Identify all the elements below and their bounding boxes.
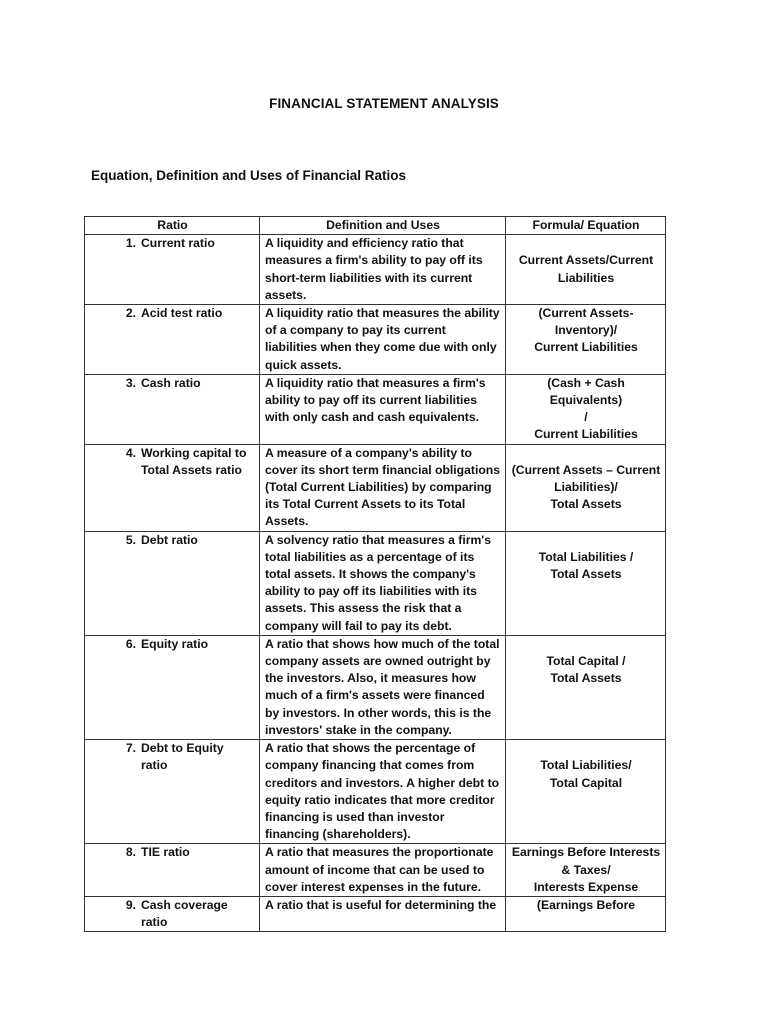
ratio-number: 9. — [125, 897, 136, 912]
ratio-name: Debt ratio — [141, 532, 198, 547]
formula-line: Earnings Before Interests — [511, 845, 661, 860]
formula-line: Total Liabilities/ — [540, 758, 632, 773]
ratio-cell — [85, 235, 260, 305]
ratio-name: TIE ratio — [141, 845, 190, 860]
formula-line: Inventory)/ — [554, 323, 618, 338]
formula-line: Total Assets — [550, 567, 622, 582]
ratio-number: 4. — [125, 445, 136, 460]
formula-line: Current Assets/Current — [518, 253, 654, 268]
formula-line — [511, 636, 661, 653]
ratio-number: 1. — [125, 236, 136, 251]
formula-line: Total Assets — [550, 497, 622, 512]
definition-cell: A liquidity and efficiency ratio that measures a firm's ability to pay off its short-term liabilities with its current assets. — [260, 235, 506, 305]
formula-line: & Taxes/ — [561, 862, 611, 877]
ratio-number: 2. — [125, 306, 136, 321]
formula-line — [511, 740, 661, 757]
formula-line: (Cash + Cash Equivalents) — [547, 375, 625, 408]
formula-line: (Current Assets- — [538, 306, 634, 321]
formula-line: Current Liabilities — [534, 340, 638, 355]
definition-cell: A solvency ratio that measures a firm's total liabilities as a percentage of its total assets. It shows the company's ability to pay off its liabilities with its assets. This assess the risk that a company will fail to pay its debt. — [260, 531, 506, 635]
financial-ratios-table — [84, 216, 666, 932]
table-row — [85, 235, 666, 305]
table-row — [85, 374, 666, 444]
formula-line: / — [584, 410, 588, 425]
ratio-cell — [85, 844, 260, 897]
ratio-name: Cash ratio — [141, 375, 201, 390]
definition-cell: A ratio that measures the proportionate amount of income that can be used to cover interest expenses in the future. — [260, 844, 506, 897]
formula-line — [511, 445, 661, 462]
formula-cell — [506, 844, 666, 897]
formula-line — [511, 532, 661, 549]
ratio-cell — [85, 635, 260, 739]
definition-cell: A ratio that shows the percentage of company financing that comes from creditors and investors. A higher debt to equity ratio indicates that more creditor financing is used than investor financing (shareholders). — [260, 740, 506, 844]
ratio-cell — [85, 531, 260, 635]
section-heading: Equation, Definition and Uses of Financial Ratios — [91, 168, 407, 183]
formula-cell — [506, 635, 666, 739]
table-row — [85, 896, 666, 931]
ratio-number: 5. — [125, 532, 136, 547]
formula-cell — [506, 740, 666, 844]
table-body — [85, 235, 666, 932]
formula-cell — [506, 374, 666, 444]
ratio-name: Cash coverage ratio — [141, 897, 228, 930]
formula-cell — [506, 896, 666, 931]
document-title: FINANCIAL STATEMENT ANALYSIS — [269, 96, 499, 111]
formula-line: (Current Assets – Current — [511, 462, 661, 477]
table-row — [85, 305, 666, 375]
table-row — [85, 740, 666, 844]
definition-cell: A liquidity ratio that measures a firm's ability to pay off its current liabilities with only cash and cash equivalents. — [260, 374, 506, 444]
ratio-number: 7. — [125, 741, 136, 756]
ratio-name: Acid test ratio — [141, 306, 223, 321]
formula-line: Interests Expense — [533, 879, 639, 894]
formula-line: Current Liabilities — [534, 427, 638, 442]
ratio-cell — [85, 740, 260, 844]
header-formula: Formula/ Equation — [506, 217, 666, 235]
table-header-row — [85, 217, 666, 235]
definition-cell: A ratio that shows how much of the total company assets are owned outright by the investors. Also, it measures how much of a firm's assets were financed by investors. In other words, this is the investors' stake in the company. — [260, 635, 506, 739]
ratio-name: Working capital to Total Assets ratio — [141, 445, 247, 477]
ratio-cell — [85, 305, 260, 375]
ratio-number: 8. — [125, 845, 136, 860]
formula-cell — [506, 531, 666, 635]
table-row — [85, 444, 666, 531]
ratio-name: Current ratio — [141, 236, 215, 251]
formula-line: Total Capital / — [546, 654, 626, 669]
definition-cell: A measure of a company's ability to cover its short term financial obligations (Total Current Liabilities) by comparing its Total Current Assets to its Total Assets. — [260, 444, 506, 531]
ratio-name: Debt to Equity ratio — [141, 741, 224, 773]
formula-cell — [506, 235, 666, 305]
table-row — [85, 635, 666, 739]
definition-cell: A liquidity ratio that measures the ability of a company to pay its current liabilities when they come due with only quick assets. — [260, 305, 506, 375]
formula-line: Liabilities — [557, 270, 615, 285]
ratio-cell — [85, 444, 260, 531]
formula-line: Liabilities)/ — [554, 480, 618, 495]
header-ratio: Ratio — [85, 217, 260, 235]
formula-line: Total Liabilities / — [538, 549, 634, 564]
formula-cell — [506, 305, 666, 375]
definition-cell: A ratio that is useful for determining the — [260, 896, 506, 931]
ratio-name: Equity ratio — [141, 636, 209, 651]
ratio-number: 3. — [125, 375, 136, 390]
ratio-cell — [85, 896, 260, 931]
formula-line: Total Assets — [550, 671, 622, 686]
formula-line: (Earnings Before — [536, 897, 636, 912]
header-definition: Definition and Uses — [260, 217, 506, 235]
formula-cell — [506, 444, 666, 531]
table-row — [85, 844, 666, 897]
ratio-cell — [85, 374, 260, 444]
formula-line — [511, 235, 661, 252]
table-row — [85, 531, 666, 635]
formula-line: Total Capital — [549, 775, 623, 790]
ratio-number: 6. — [125, 636, 136, 651]
